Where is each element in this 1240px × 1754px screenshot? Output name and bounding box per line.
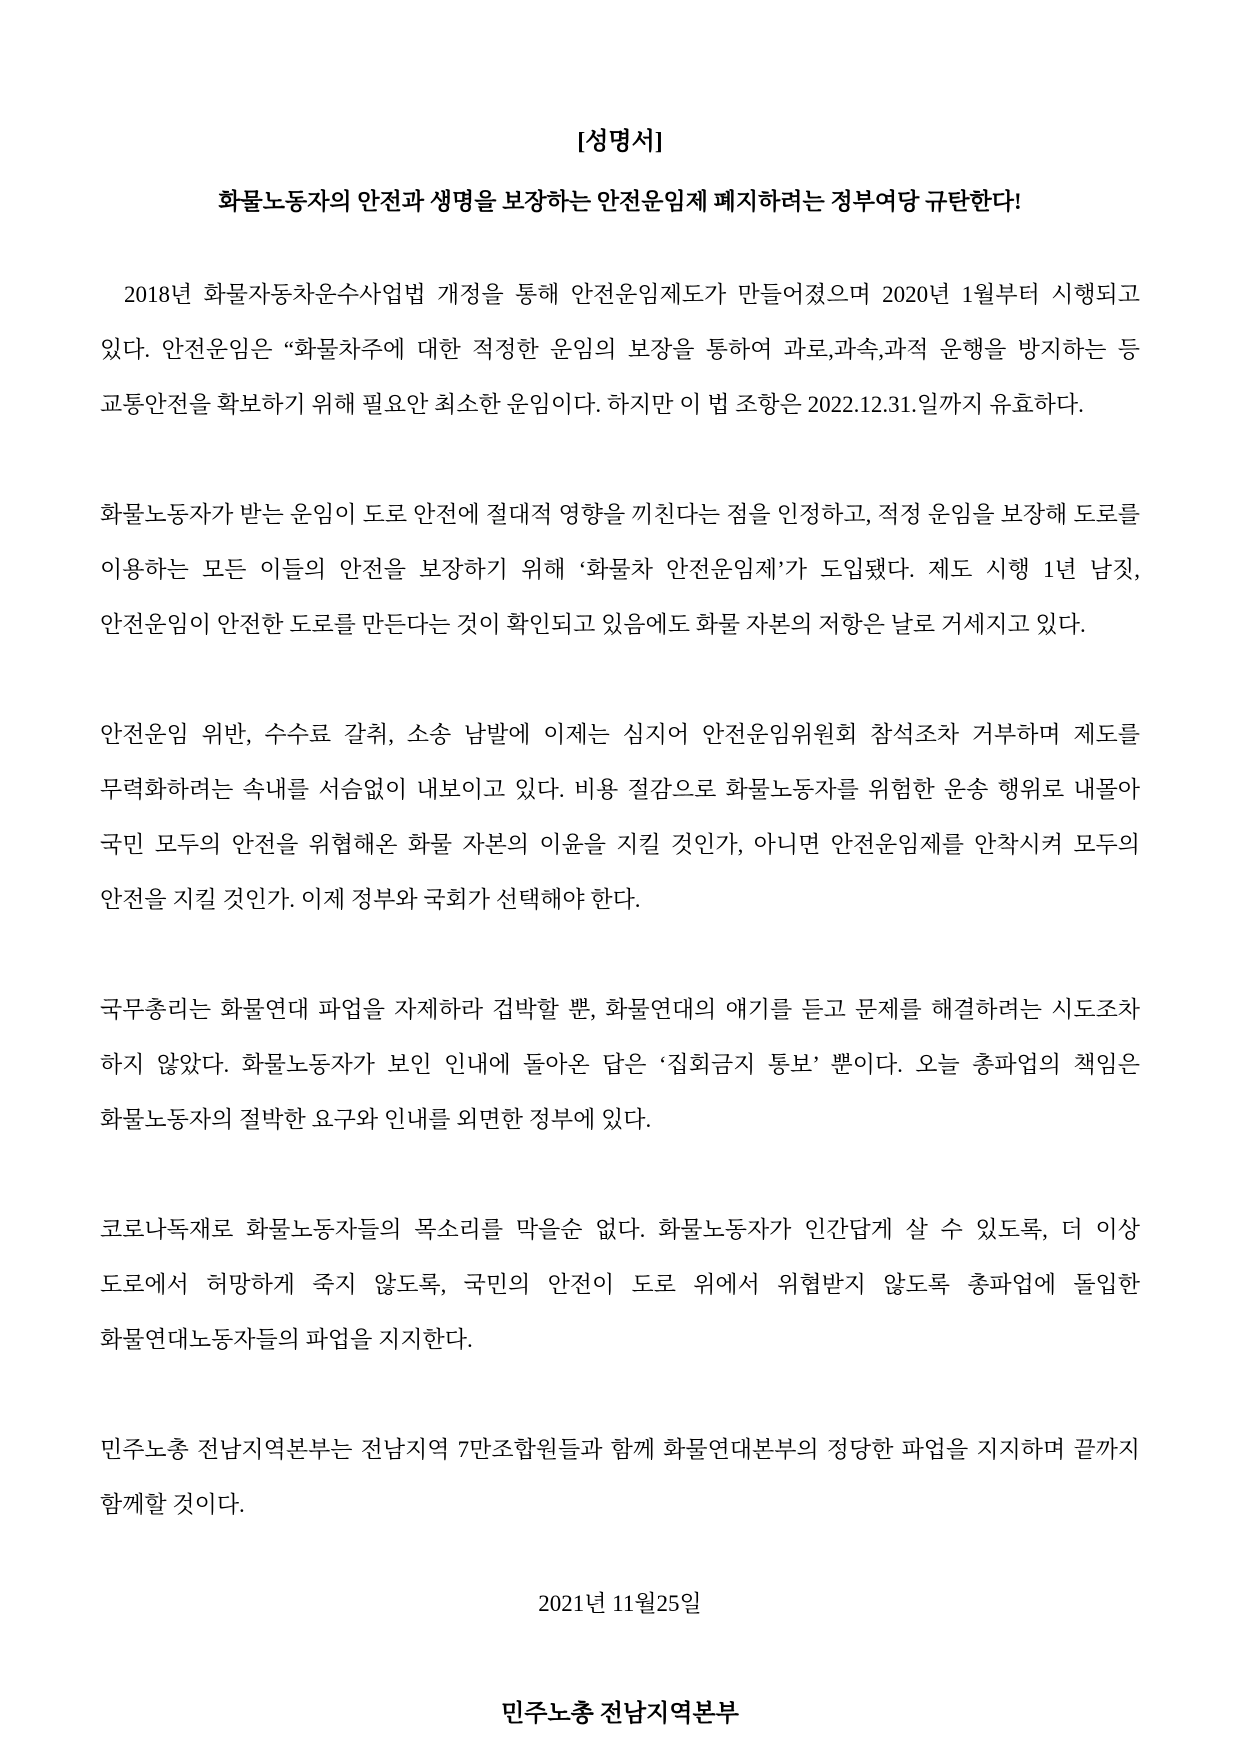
- document-signature: 민주노총 전남지역본부: [501, 1701, 739, 1727]
- document-body: [100, 267, 1140, 1532]
- paragraph-6: 민주노총 전남지역본부는 전남지역 7만조합원들과 함께 화물연대본부의 정당한 파업을 지지하며 끝까지 함께할 것이다.: [100, 1437, 1140, 1517]
- paragraph-2: 화물노동자가 받는 운임이 도로 안전에 절대적 영향을 끼친다는 점을 인정하고, 적정 운임을 보장해 도로를 이용하는 모든 이들의 안전을 보장하기 위해 ‘화물차 안전운임제’가 도입됐다. 제도 시행 1년 남짓, 안전운임이 안전한 도로를 만든다는 것이 확인되고 있음에도 화물 자본의 저항은 날로 거세지고 있다.: [100, 502, 1140, 637]
- paragraph-3: 안전운임 위반, 수수료 갈취, 소송 남발에 이제는 심지어 안전운임위원회 참석조차 거부하며 제도를 무력화하려는 속내를 서슴없이 내보이고 있다. 비용 절감으로 화물노동자를 위험한 운송 행위로 내몰아 국민 모두의 안전을 위협해온 화물 자본의 이윤을 지킬 것인가, 아니면 안전운임제를 안착시켜 모두의 안전을 지킬 것인가. 이제 정부와 국회가 선택해야 한다.: [100, 722, 1140, 912]
- document-date: 2021년 11월25일: [538, 1591, 702, 1616]
- paragraph-1: 2018년 화물자동차운수사업법 개정을 통해 안전운임제도가 만들어졌으며 2020년 1월부터 시행되고 있다. 안전운임은 “화물차주에 대한 적정한 운임의 보장을 통하여 과로,과속,과적 운행을 방지하는 등 교통안전을 확보하기 위해 필요안 최소한 운임이다. 하지만 이 법 조항은 2022.12.31.일까지 유효하다.: [100, 282, 1140, 417]
- paragraph-4: 국무총리는 화물연대 파업을 자제하라 겁박할 뿐, 화물연대의 얘기를 듣고 문제를 해결하려는 시도조차 하지 않았다. 화물노동자가 보인 인내에 돌아온 답은 ‘집회금지 통보’ 뿐이다. 오늘 총파업의 책임은 화물노동자의 절박한 요구와 인내를 외면한 정부에 있다.: [100, 997, 1140, 1132]
- paragraph-5: 코로나독재로 화물노동자들의 목소리를 막을순 없다. 화물노동자가 인간답게 살 수 있도록, 더 이상 도로에서 허망하게 죽지 않도록, 국민의 안전이 도로 위에서 위협받지 않도록 총파업에 돌입한 화물연대노동자들의 파업을 지지한다.: [100, 1217, 1140, 1352]
- document-headline: 화물노동자의 안전과 생명을 보장하는 안전운임제 폐지하려는 정부여당 규탄한다!: [218, 189, 1022, 214]
- document-title: [성명서]: [577, 129, 663, 155]
